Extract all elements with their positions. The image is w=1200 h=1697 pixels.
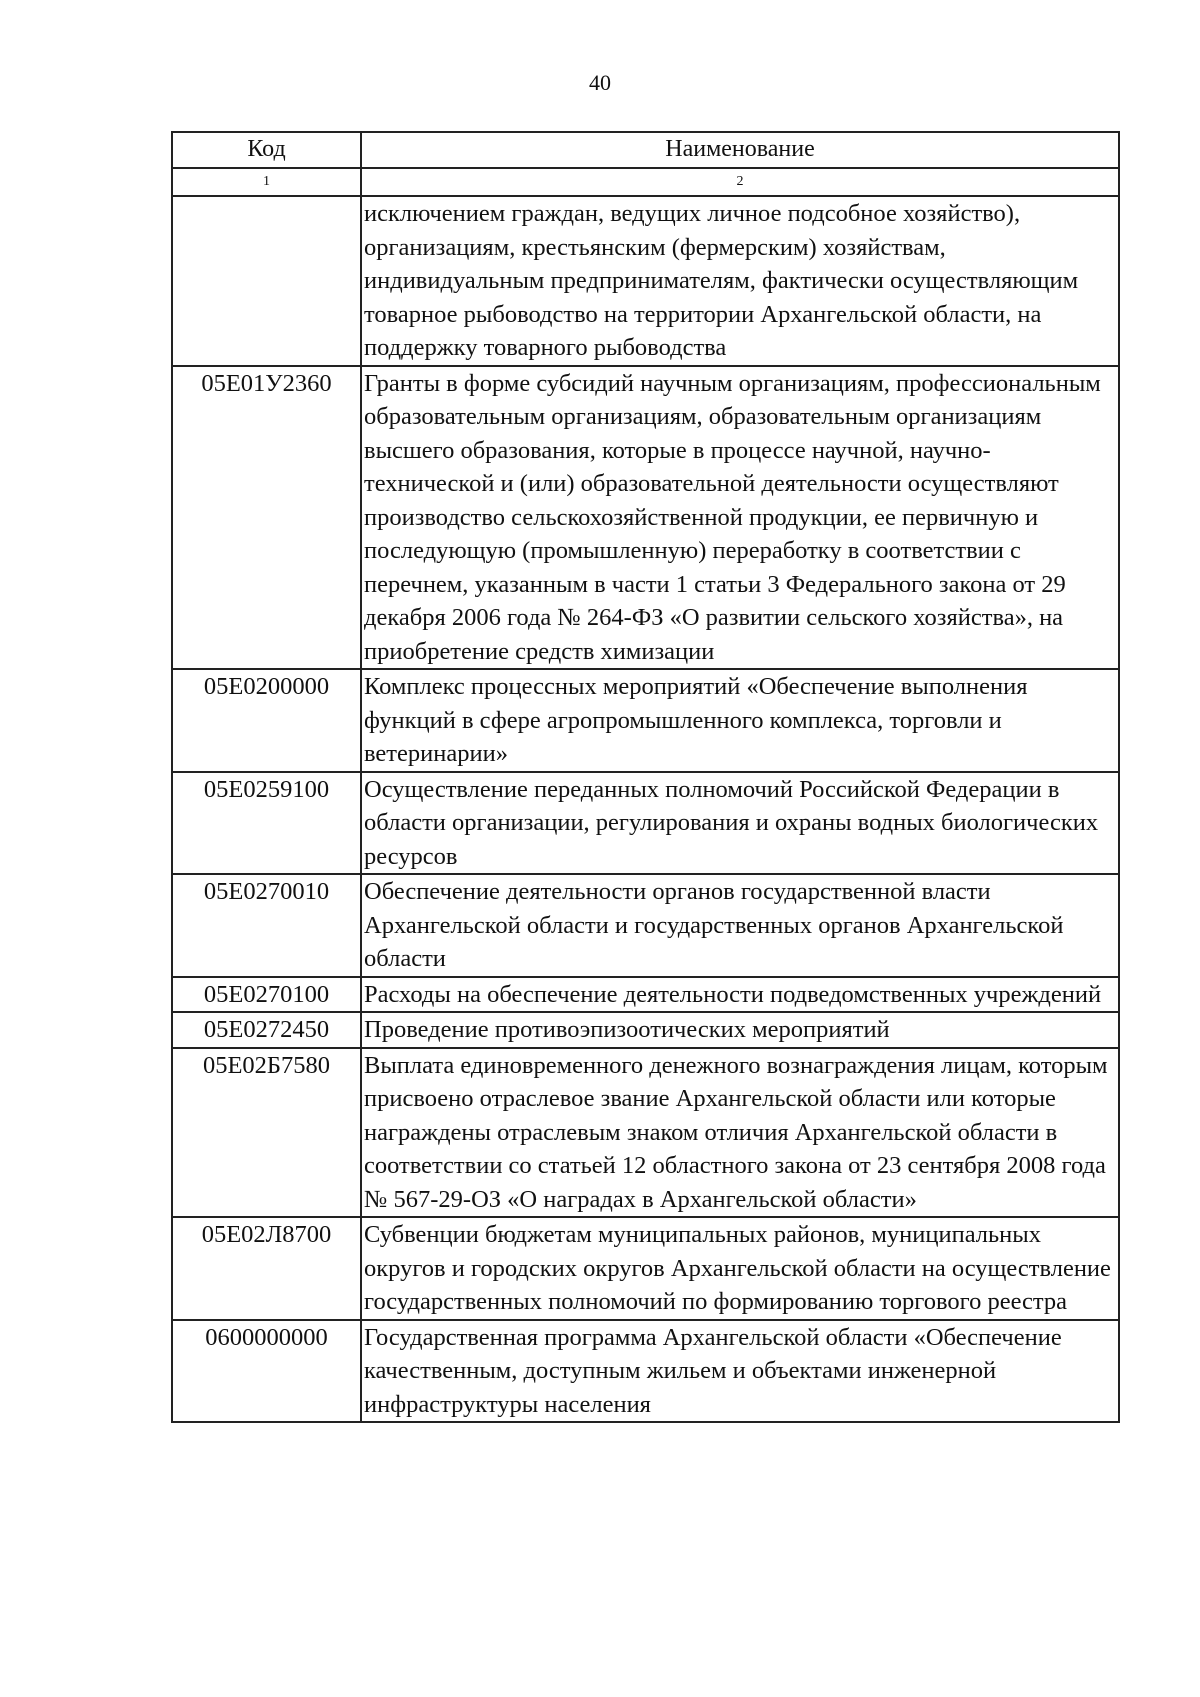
row-code: 0600000000 [172, 1320, 361, 1423]
table-row [172, 874, 1119, 977]
row-name: Обеспечение деятельности органов государственной власти Архангельской области и государственных органов Архангельской области [361, 874, 1119, 977]
column-number-name: 2 [361, 168, 1119, 196]
row-name: Расходы на обеспечение деятельности подведомственных учреждений [361, 977, 1119, 1013]
row-code: 05Е0272450 [172, 1012, 361, 1048]
row-name: исключением граждан, ведущих личное подсобное хозяйство), организациям, крестьянским (фермерским) хозяйствам, индивидуальным предпринимателям, фактически осуществляющим товарное рыбоводство на территории Архангельской области, на поддержку товарного рыбоводства [361, 196, 1119, 366]
row-name: Субвенции бюджетам муниципальных районов, муниципальных округов и городских округов Архангельской области на осуществление государственных полномочий по формированию торгового реестра [361, 1217, 1119, 1320]
table-row [172, 366, 1119, 670]
row-code [172, 196, 361, 366]
header-code: Код [172, 132, 361, 168]
table-row [172, 1320, 1119, 1423]
table-row [172, 1048, 1119, 1218]
header-name: Наименование [361, 132, 1119, 168]
page-number: 40 [589, 70, 611, 95]
row-code: 05Е02Б7580 [172, 1048, 361, 1218]
row-code: 05Е0259100 [172, 772, 361, 875]
table-row [172, 669, 1119, 772]
table-row [172, 1012, 1119, 1048]
table-header-row [172, 132, 1119, 168]
classification-table [171, 131, 1120, 1423]
row-code: 05Е0200000 [172, 669, 361, 772]
table-row [172, 196, 1119, 366]
row-code: 05Е0270010 [172, 874, 361, 977]
row-code: 05Е02Л8700 [172, 1217, 361, 1320]
row-name: Выплата единовременного денежного вознаграждения лицам, которым присвоено отраслевое звание Архангельской области или которые награждены отраслевым знаком отличия Архангельской области в соответствии со статьей 12 областного закона от 23 сентября 2008 года № 567-29-ОЗ «О наградах в Архангельской области» [361, 1048, 1119, 1218]
row-name: Государственная программа Архангельской области «Обеспечение качественным, доступным жильем и объектами инженерной инфраструктуры населения [361, 1320, 1119, 1423]
row-name: Осуществление переданных полномочий Российской Федерации в области организации, регулирования и охраны водных биологических ресурсов [361, 772, 1119, 875]
row-code: 05Е0270100 [172, 977, 361, 1013]
column-number-code: 1 [172, 168, 361, 196]
table-row [172, 772, 1119, 875]
row-name: Проведение противоэпизоотических мероприятий [361, 1012, 1119, 1048]
table-row [172, 1217, 1119, 1320]
row-code: 05Е01У2360 [172, 366, 361, 670]
row-name: Гранты в форме субсидий научным организациям, профессиональным образовательным организациям, образовательным организациям высшего образования, которые в процессе научной, научно-технической и (или) образовательной деятельности осуществляют производство сельскохозяйственной продукции, ее первичную и последующую (промышленную) переработку в соответствии с перечнем, указанным в части 1 статьи 3 Федерального закона от 29 декабря 2006 года № 264-ФЗ «О развитии сельского хозяйства», на приобретение средств химизации [361, 366, 1119, 670]
row-name: Комплекс процессных мероприятий «Обеспечение выполнения функций в сфере агропромышленного комплекса, торговли и ветеринарии» [361, 669, 1119, 772]
table-row [172, 977, 1119, 1013]
column-number-row [172, 168, 1119, 196]
